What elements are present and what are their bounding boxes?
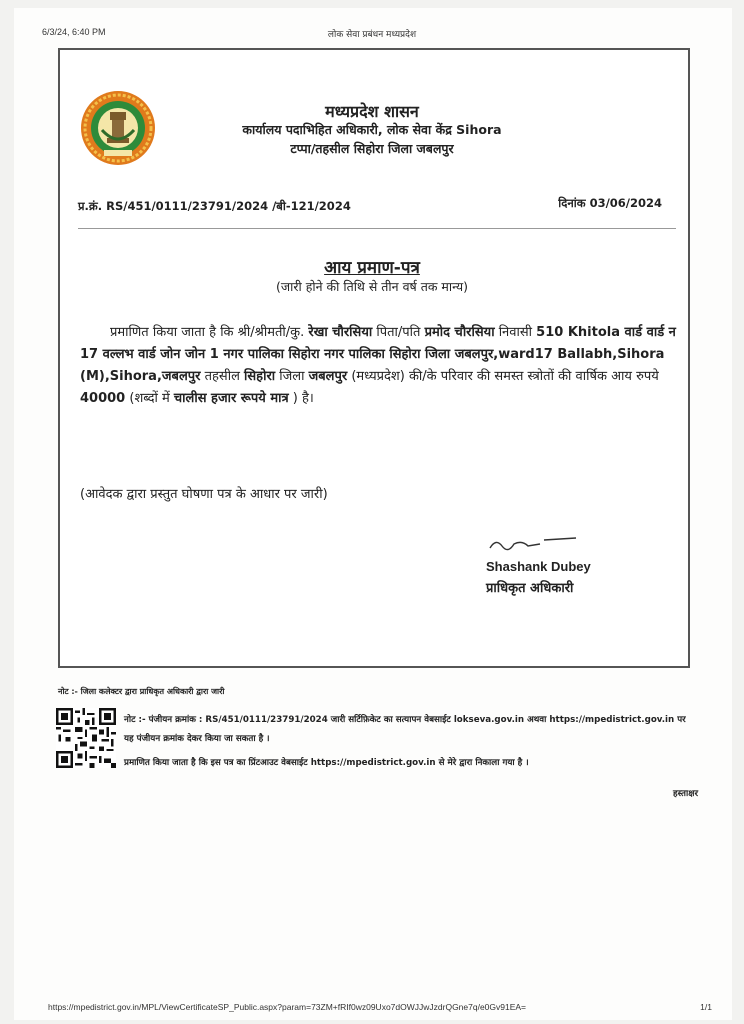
validity-note: (जारी होने की तिथि से तीन वर्ष तक मान्य) — [276, 279, 468, 294]
office-name: कार्यालय पदाभिहित अधिकारी, लोक सेवा केंद्र Sihora — [242, 122, 502, 137]
verification-note: नोट :- पंजीयन क्रमांक : RS/451/0111/23791/2024 जारी सर्टिफ़िकेट का सत्यापन वेबसाईट lokseva.gov.in अथवा https://mpedistrict.gov.in पर यह पंजीयन क्रमांक देकर किया जा सकता है । — [124, 715, 686, 744]
qr-code-icon — [56, 708, 116, 768]
body-text-2: पिता/पति — [372, 325, 425, 340]
issue-basis: (आवेदक द्वारा प्रस्तुत घोषणा पत्र के आधार पर जारी) — [80, 487, 328, 502]
body-text-8: ) है। — [288, 391, 314, 406]
note-issued-by: नोट :- जिला कलेक्टर द्वारा प्राधिकृत अधिकारी द्वारा जारी — [58, 687, 225, 696]
body-tehsil: सिहोरा — [244, 369, 276, 384]
reference-number: प्र.क्रं. RS/451/0111/23791/2024 /बी-121/2024 — [78, 199, 351, 213]
body-text-5: जिला — [275, 369, 309, 384]
body-text-3: निवासी — [494, 325, 537, 340]
applicant-address: 510 Khitola वार्ड वार्ड न 17 वल्लभ वार्ड जोन जोन 1 नगर पालिका सिहोरा नगर पालिका सिहोरा जिला जबलपुर,ward17 Ballabh,Sihora (M),Sihora,जबलपुर — [80, 325, 676, 384]
signature-icon — [488, 532, 578, 556]
footer-url: https://mpedistrict.gov.in/MPL/ViewCertificateSP_Public.aspx?param=73ZM+fRIf0wz09Uxo7dOWJJwJzdrQGne7q/e0Gv91EA= — [48, 1002, 527, 1012]
body-district: जबलपुर — [308, 369, 348, 384]
certificate-title: आय प्रमाण-पत्र — [324, 258, 420, 278]
signatory-designation: प्राधिकृत अधिकारी — [486, 581, 574, 596]
signature-label: हस्ताक्षर — [673, 789, 698, 799]
footer-page-number: 1/1 — [700, 1002, 712, 1012]
signatory-name: Shashank Dubey — [486, 559, 591, 574]
body-text-1: प्रमाणित किया जाता है कि श्री/श्रीमती/कु. — [110, 325, 309, 340]
print-datetime: 6/3/24, 6:40 PM — [42, 27, 106, 37]
print-site-title: लोक सेवा प्रबंधन मध्यप्रदेश — [327, 30, 417, 40]
certificate-body — [80, 322, 678, 410]
applicant-name: रेखा चौरसिया — [308, 325, 373, 340]
government-name: मध्यप्रदेश शासन — [325, 102, 419, 121]
father-husband-name: प्रमोद चौरसिया — [424, 325, 495, 340]
income-in-words: चालीस हजार रूपये मात्र — [173, 391, 289, 406]
issue-date: दिनांक 03/06/2024 — [558, 196, 662, 210]
printout-note: प्रमाणित किया जाता है कि इस पत्र का प्रिंटआउट वेबसाईट https://mpedistrict.gov.in से मेरे द्वारा निकाला गया है । — [124, 758, 529, 768]
tehsil-district: टप्पा/तहसील सिहोरा जिला जबलपुर — [290, 141, 454, 156]
body-text-4: तहसील — [200, 369, 245, 384]
body-text-7: (शब्दों में — [125, 391, 174, 406]
annual-income: 40000 — [80, 391, 126, 406]
body-text-6: (मध्यप्रदेश) की/के परिवार की समस्त स्त्रोतों की वार्षिक आय रुपये — [347, 369, 659, 384]
divider — [78, 228, 676, 229]
